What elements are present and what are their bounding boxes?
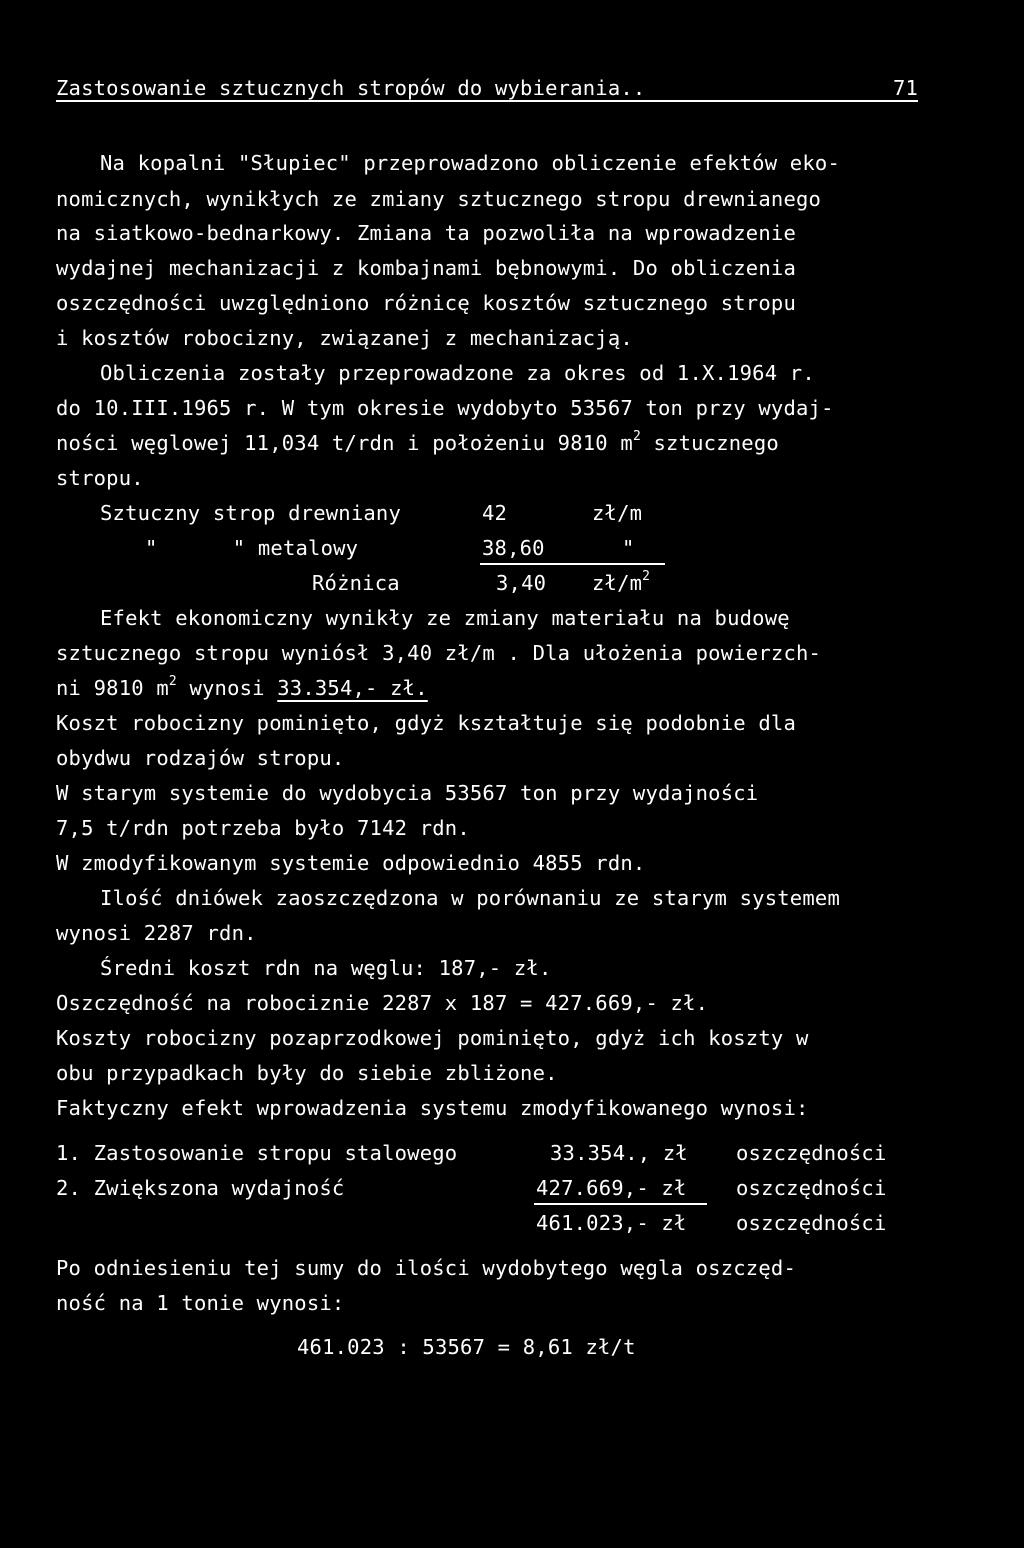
effect-label: 1. Zastosowanie stropu stalowego <box>56 1141 458 1165</box>
cost-row-value: 38,60 <box>482 536 545 560</box>
effect-value: 427.669,- zł <box>536 1176 687 1200</box>
cost-row-value: 3,40 <box>496 571 547 595</box>
para1-line-6: i kosztów robocizny, związanej z mechanizacją. <box>56 326 633 350</box>
para6-line-3: Koszty robocizny pozaprzodkowej pominięto, gdyż ich koszty w <box>56 1026 809 1050</box>
running-title: Zastosowanie sztucznych stropów do wybierania.. <box>56 76 646 100</box>
result-equation: 461.023 : 53567 = 8,61 zł/t <box>297 1335 636 1359</box>
sum-rule <box>534 1203 707 1205</box>
para2-line-4: stropu. <box>56 466 144 490</box>
header-rule <box>56 100 918 102</box>
para1-line-5: oszczędności uwzględniono różnicę kosztów sztucznego stropu <box>56 291 796 315</box>
effect-note: oszczędności <box>736 1141 887 1165</box>
para1-line-3: na siatkowo-bednarkowy. Zmiana ta pozwoliła na wprowadzenie <box>56 221 796 245</box>
para4-line-3: W starym systemie do wydobycia 53567 ton przy wydajności <box>56 781 759 805</box>
cost-row-value: 42 <box>482 501 508 525</box>
para5-line-2: wynosi 2287 rdn. <box>56 921 257 945</box>
para2-line-1: Obliczenia zostały przeprowadzone za okres od 1.X.1964 r. <box>100 361 815 385</box>
para1-line-4: wydajnej mechanizacji z kombajnami bębnowymi. Do obliczenia <box>56 256 796 280</box>
effect-note: oszczędności <box>736 1176 887 1200</box>
para1-line-2: nomicznych, wynikłych ze zmiany sztucznego stropu drewnianego <box>56 187 822 211</box>
para7-line-1: Po odniesieniu tej sumy do ilości wydobytego węgla oszczęd- <box>56 1256 796 1280</box>
cost-row-label: " " metalowy <box>145 536 359 560</box>
para2-line-2: do 10.III.1965 r. W tym okresie wydobyto 53567 ton przy wydaj- <box>56 396 834 420</box>
para4-line-1: Koszt robocizny pominięto, gdyż kształtuje się podobnie dla <box>56 711 796 735</box>
effect-value: 33.354., zł <box>550 1141 688 1165</box>
page-number: 71 <box>893 76 919 100</box>
para4-line-4: 7,5 t/rdn potrzeba było 7142 rdn. <box>56 816 470 840</box>
para3-line-1: Efekt ekonomiczny wynikły ze zmiany materiału na budowę <box>100 606 790 630</box>
para7-line-2: ność na 1 tonie wynosi: <box>56 1291 345 1315</box>
cost-row-unit: $zł/m^2$ <box>592 569 651 595</box>
sum-rule <box>480 563 665 565</box>
effect-total-value: 461.023,- zł <box>536 1211 687 1235</box>
effect-note: oszczędności <box>736 1211 887 1235</box>
para6-line-4: obu przypadkach były do siebie zbliżone. <box>56 1061 558 1085</box>
cost-row-unit: " <box>622 536 635 560</box>
effect-label: 2. Zwiększona wydajność <box>56 1176 345 1200</box>
para6-line-2: Oszczędność na robociznie 2287 x 187 = 427.669,- zł. <box>56 991 709 1015</box>
para3-line-2: sztucznego stropu wyniósł 3,40 zł/m . Dla ułożenia powierzch- <box>56 641 822 665</box>
para4-line-2: obydwu rodzajów stropu. <box>56 746 345 770</box>
para1-line-1: Na kopalni "Słupiec" przeprowadzono obliczenie efektów eko- <box>100 151 840 175</box>
cost-row-label: Sztuczny strop drewniany <box>100 501 402 525</box>
para6-line-1: Średni koszt rdn na węglu: 187,- zł. <box>100 956 552 980</box>
para6-line-5: Faktyczny efekt wprowadzenia systemu zmodyfikowanego wynosi: <box>56 1096 809 1120</box>
para3-line-3: ni 9810 $m^2$ wynosi 33.354,- zł. <box>56 674 428 700</box>
para5-line-1: Ilość dniówek zaoszczędzona w porównaniu ze starym systemem <box>100 886 840 910</box>
cost-row-label: Różnica <box>312 571 400 595</box>
para2-line-3: ności węglowej 11,034 t/rdn i położeniu 9810 $m^2$ sztucznego <box>56 429 779 455</box>
savings-material-total: 33.354,- zł. <box>277 676 428 700</box>
cost-row-unit: zł/m <box>592 501 643 525</box>
para4-line-5: W zmodyfikowanym systemie odpowiednio 4855 rdn. <box>56 851 646 875</box>
